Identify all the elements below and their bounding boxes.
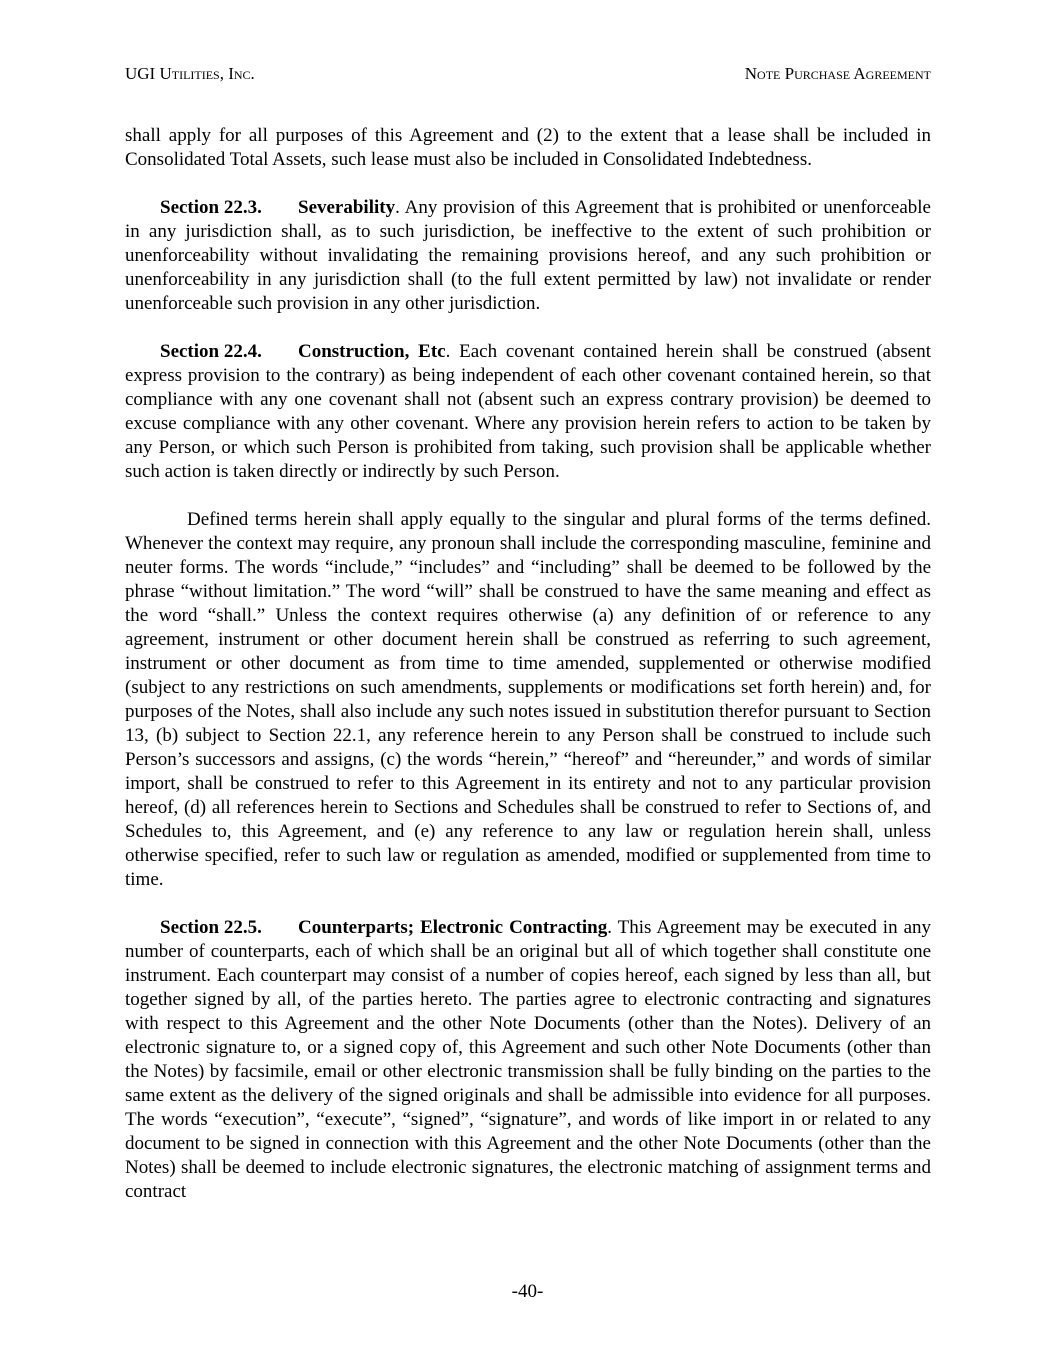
header-document-title: Note Purchase Agreement — [744, 64, 931, 83]
section-label: Section 22.4. — [160, 341, 262, 362]
header-company: UGI Utilities, Inc. — [125, 64, 255, 83]
section-label: Section 22.3. — [160, 197, 262, 218]
section-22-5 — [125, 916, 931, 1204]
running-header — [125, 64, 931, 84]
page-number: -40- — [511, 1281, 544, 1302]
section-22-3 — [125, 196, 931, 316]
paragraph-continued: shall apply for all purposes of this Agreement and (2) to the extent that a lease shall be included in Consolidated Total Assets, such lease must also be included in Consolidated Indebtedness. — [125, 125, 931, 170]
section-text: . This Agreement may be executed in any number of counterparts, each of which shall be an original but all of which together shall constitute one instrument. Each counterpart may consist of a number of copies hereof, each signed by less than all, but together signed by all, of the parties hereto. The parties agree to electronic contracting and signatures with respect to this Agreement and the other Note Documents (other than the Notes). Delivery of an electronic signature to, or a signed copy of, this Agreement and such other Note Documents (other than the Notes) by facsimile, email or other electronic transmission shall be fully binding on the parties to the same extent as the delivery of the signed originals and shall be admissible into evidence for all purposes. The words “execution”, “execute”, “signed”, “signature”, and words of like import in or related to any document to be signed in connection with this Agreement and the other Note Documents (other than the Notes) shall be deemed to include electronic signatures, the electronic matching of assignment terms and contract — [125, 917, 931, 1202]
section-title: Counterparts; Electronic Contracting — [298, 917, 608, 938]
section-title: Construction, Etc — [298, 341, 446, 362]
section-title: Severability — [298, 197, 396, 218]
section-text: . Each covenant contained herein shall be construed (absent express provision to the contrary) as being independent of each other covenant contained herein, so that compliance with any one covenant shall not (absent such an express contrary provision) be deemed to excuse compliance with any other covenant. Where any provision herein refers to action to be taken by any Person, or which such Person is prohibited from taking, such provision shall be applicable whether such action is taken directly or indirectly by such Person. — [125, 341, 931, 482]
section-text: . Any provision of this Agreement that is prohibited or unenforceable in any jurisdiction shall, as to such jurisdiction, be ineffective to the extent of such prohibition or unenforceability without invalidating the remaining provisions hereof, and any such prohibition or unenforceability in any jurisdiction shall (to the full extent permitted by law) not invalidate or render unenforceable such provision in any other jurisdiction. — [125, 197, 931, 314]
document-body — [125, 124, 931, 1228]
defined-terms-paragraph: Defined terms herein shall apply equally to the singular and plural forms of the terms defined. Whenever the context may require, any pronoun shall include the corresponding masculine, feminine and neuter forms. The words “include,” “includes” and “including” shall be deemed to be followed by the phrase “without limitation.” The word “will” shall be construed to have the same meaning and effect as the word “shall.” Unless the context requires otherwise (a) any definition of or reference to any agreement, instrument or other document herein shall be construed as referring to such agreement, instrument or other document as from time to time amended, supplemented or otherwise modified (subject to any restrictions on such amendments, supplements or modifications set forth herein) and, for purposes of the Notes, shall also include any such notes issued in substitution therefor pursuant to Section 13, (b) subject to Section 22.1, any reference herein to any Person shall be construed to include such Person’s successors and assigns, (c) the words “herein,” “hereof” and “hereunder,” and words of similar import, shall be construed to refer to this Agreement in its entirety and not to any particular provision hereof, (d) all references herein to Sections and Schedules shall be construed to refer to Sections of, and Schedules to, this Agreement, and (e) any reference to any law or regulation herein shall, unless otherwise specified, refer to such law or regulation as amended, modified or supplemented from time to time. — [125, 509, 931, 890]
section-22-4 — [125, 340, 931, 484]
section-label: Section 22.5. — [160, 917, 262, 938]
